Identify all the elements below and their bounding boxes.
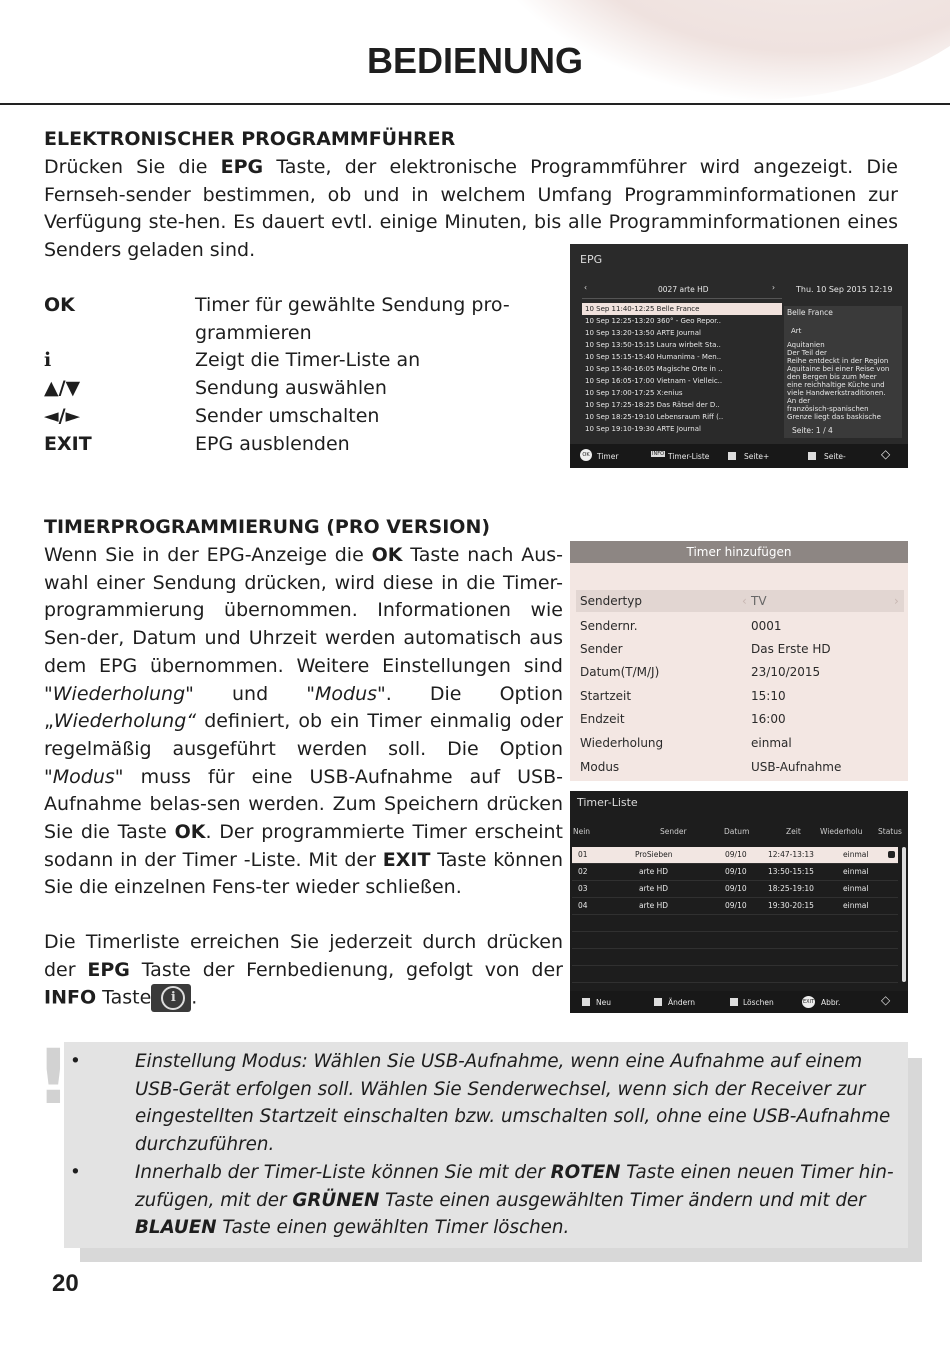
epg-channel-selector: ‹ 0027 arte HD › bbox=[582, 282, 782, 299]
chevron-right-icon: › bbox=[772, 283, 775, 292]
red-key-icon bbox=[582, 998, 590, 1006]
header-divider bbox=[0, 103, 950, 105]
table-row: 02 arte HD 09/10 13:50-15:15 einmal bbox=[572, 864, 898, 881]
timer-section-title: TIMERPROGRAMMIERUNG (PRO VERSION) bbox=[44, 516, 491, 538]
timer-add-screenshot: Timer hinzufügen Sendertyp ‹ TV › Sendernr. 0001 Sender Das Erste HD Datum(T/M/J) 23/10/2015 Startzeit 15:10 Endzeit 16:00 Wiederholung einmal Modus USB-Aufnahme bbox=[570, 541, 908, 781]
green-key-icon bbox=[654, 998, 662, 1006]
timer-paragraph: Wenn Sie in der EPG-Anzeige die OK Taste nach Aus-wahl einer Sendung drücken, wird diese in die Timer-programmierung übernommen. Informationen wie Sen-der, Datum und Uhrzeit werden automatisch aus dem EPG übernommen. Weitere Einstellungen sind "Wiederholung" und "Modus". Die Option „Wiederholung“ definiert, ob ein Timer einmalig oder regelmäßig ausgeführt werden soll. Die Option "Modus" muss für eine USB-Aufnahme auf USB-Aufnahme belas-sen werden. Zum Speichern drücken Sie die Taste OK. Der programmierte Timer erscheint sodann in der Timer -Liste. Mit der EXIT Taste können Sie die einzelnen Fens-ter wieder schließen. bbox=[44, 544, 563, 899]
key-row: OK Timer für gewählte Sendung pro-grammieren bbox=[44, 294, 510, 344]
navigation-arrows-icon: ◇ bbox=[881, 447, 891, 461]
list-item: 10 Sep 19:10-19:30 ARTE Journal bbox=[585, 425, 701, 433]
timer-field-row: Sendertyp ‹ TV › bbox=[576, 590, 904, 612]
list-item: 10 Sep 15:40-16:05 Magische Orte in .. bbox=[585, 365, 723, 373]
epg-screenshot bbox=[570, 244, 908, 468]
scrollbar bbox=[902, 847, 906, 982]
timer-list-button-bar: Neu Ändern Löschen EXIT Abbr. ◇ bbox=[570, 991, 908, 1013]
note-bullet: • Innerhalb der Timer-Liste können Sie mit der ROTEN Taste einen neuen Timer hin-zufügen, mit der GRÜNEN Taste einen ausgewählten Timer ändern und mit der BLAUEN Taste einen gewählten Timer löschen. bbox=[70, 1161, 894, 1239]
list-item: 10 Sep 17:00-17:25 X:enius bbox=[585, 389, 683, 397]
table-row: 04 arte HD 09/10 19:30-20:15 einmal bbox=[572, 898, 898, 915]
table-row bbox=[572, 966, 898, 983]
table-row bbox=[572, 932, 898, 949]
note-box bbox=[64, 1042, 908, 1248]
info-key-icon: INFO bbox=[652, 451, 665, 457]
list-item: 10 Sep 12:25-13:20 360° - Geo Repor.. bbox=[585, 317, 721, 325]
list-item: 10 Sep 18:25-19:10 Lebensraum Riff (.. bbox=[585, 413, 724, 421]
exit-key-icon: EXIT bbox=[802, 996, 815, 1008]
timerlist-paragraph: Die Timerliste erreichen Sie jederzeit durch drücken der EPG Taste der Fernbedienung, gefolgt von der INFO Tastei . bbox=[44, 929, 563, 1013]
note-bullet: • Einstellung Modus: Wählen Sie USB-Aufnahme, wenn eine Aufnahme auf einem USB-Gerät erfolgen soll. Wählen Sie Senderwechsel, wenn sich der Receiver zur eingestellten Startzeit einschalten bzw. umschalten soll, ohne eine USB-Aufnahme durchzuführen. bbox=[70, 1051, 891, 1156]
epg-button-bar: OK Timer INFO Timer-Liste Seite+ Seite- ◇ bbox=[570, 444, 908, 468]
info-button-icon bbox=[151, 984, 191, 1012]
table-row: 03 arte HD 09/10 18:25-19:10 einmal bbox=[572, 881, 898, 898]
navigation-arrows-icon: ◇ bbox=[881, 993, 891, 1007]
key-row: EXIT EPG ausblenden bbox=[44, 432, 350, 455]
epg-key-list bbox=[44, 292, 544, 458]
table-row bbox=[572, 949, 898, 966]
table-row bbox=[572, 915, 898, 932]
list-item: 10 Sep 13:50-15:15 Laura wirbelt Sta.. bbox=[585, 341, 721, 349]
timer-list-title: Timer-Liste bbox=[577, 796, 638, 809]
epg-page-indicator: Seite: 1 / 4 bbox=[792, 426, 833, 435]
page-title: BEDIENUNG bbox=[366, 40, 584, 81]
list-item: 10 Sep 11:40-12:25 Belle France bbox=[582, 303, 782, 315]
epg-paragraph: Drücken Sie die EPG Taste, der elektronische Programmführer wird angezeigt. Die Fernseh-sender bestimmen, ob und in welchem Umfang Programminformationen zur Verfügung ste-hen. Es dauert evtl. einige Minuten, bis alle Programminformationen eines Senders geladen sind. bbox=[44, 156, 898, 262]
blue-key-icon bbox=[730, 998, 738, 1006]
timer-add-title: Timer hinzufügen bbox=[570, 541, 908, 563]
page-number: 20 bbox=[52, 1270, 79, 1297]
key-row: ◄/► Sender umschalten bbox=[44, 404, 380, 427]
chevron-left-icon: ‹ bbox=[742, 594, 747, 608]
timer-table bbox=[572, 847, 898, 983]
epg-program-list bbox=[582, 303, 782, 435]
key-row: i Zeigt die Timer-Liste an bbox=[44, 349, 421, 372]
epg-section-title: ELEKTRONISCHER PROGRAMMFÜHRER bbox=[44, 128, 456, 150]
warning-icon: ! bbox=[36, 1032, 71, 1121]
timer-list-screenshot: Timer-Liste Nein Sender Datum Zeit Wiederholu Status 01 ProSieben 09/10 12:47-13:13 einmal 02 arte HD 09/10 13:50-15:15 einmal 03 arte HD 09/10 18:25-19:10 einmal 04 arte HD 09/10 19:30-20:15 einmal Neu Ändern Löschen EXIT Abbr. ◇ bbox=[570, 791, 908, 1013]
epg-date: Thu. 10 Sep 2015 12:19 bbox=[796, 285, 893, 294]
blue-key-icon bbox=[808, 452, 816, 460]
table-row: 01 ProSieben 09/10 12:47-13:13 einmal bbox=[572, 847, 898, 864]
yellow-key-icon bbox=[728, 452, 736, 460]
ok-key-icon: OK bbox=[580, 449, 592, 461]
epg-info-panel: Belle France Art Aquitanien Der Teil der Reihe entdeckt in der Region Aquitaine bei einer Reise von den Bergen bis zum Meer eine reichhaltige Küche und viele Handwerkstraditionen. An der französisch-spanischen Grenze liegt das baskische bbox=[784, 306, 902, 438]
chevron-left-icon: ‹ bbox=[584, 283, 587, 292]
list-item: 10 Sep 15:15-15:40 Humanima - Men.. bbox=[585, 353, 722, 361]
key-row: ▲/▼ Sendung auswählen bbox=[44, 377, 387, 400]
list-item: 10 Sep 13:20-13:50 ARTE Journal bbox=[585, 329, 701, 337]
status-icon bbox=[888, 851, 895, 858]
list-item: 10 Sep 17:25-18:25 Das Rätsel der D.. bbox=[585, 401, 720, 409]
chevron-right-icon: › bbox=[894, 594, 899, 608]
epg-screen-title: EPG bbox=[580, 253, 603, 266]
list-item: 10 Sep 16:05-17:00 Vietnam - Vielleic.. bbox=[585, 377, 723, 385]
